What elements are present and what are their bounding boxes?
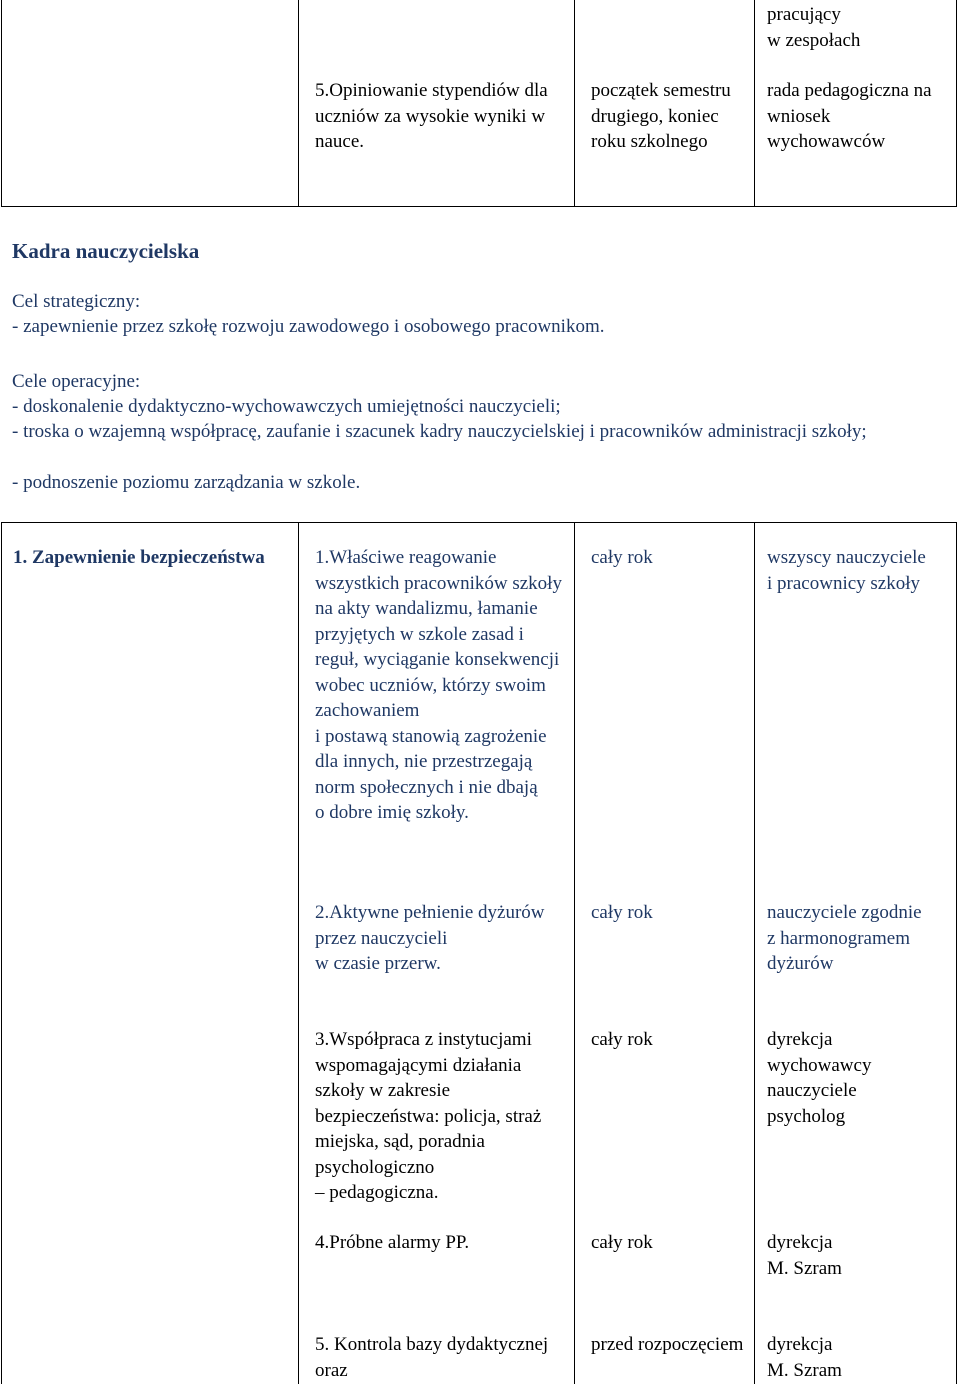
- strategic-goal-text: - zapewnienie przez szkołę rozwoju zawodowego i osobowego pracownikom.: [12, 316, 605, 337]
- term-3: cały rok: [591, 1029, 653, 1050]
- term-1: cały rok: [591, 547, 653, 568]
- area-label: 1. Zapewnienie bezpieczeństwa: [13, 547, 265, 568]
- operational-goal-item: - doskonalenie dydaktyczno-wychowawczych umiejętności nauczycieli;: [12, 396, 561, 417]
- column-divider: [298, 0, 299, 206]
- term-4: cały rok: [591, 1232, 653, 1253]
- main-table: [1, 523, 957, 1384]
- task-1: 1.Właściwe reagowanie wszystkich pracowników szkoły na akty wandalizmu, łamanie przyjętych w szkole zasad i reguł, wyciąganie konsekwencji wobec uczniów, którzy swoim zachowaniem i postawą stanowią zagrożenie dla innych, nie przestrzegają norm społecznych i nie dbają o dobre imię szkoły.: [315, 547, 562, 823]
- column-divider: [574, 523, 575, 1384]
- responsible-3: dyrekcja wychowawcy nauczyciele psycholog: [767, 1029, 872, 1127]
- column-divider: [298, 523, 299, 1384]
- task-4: 4.Próbne alarmy PP.: [315, 1232, 470, 1253]
- row5-term: początek semestru drugiego, koniec roku szkolnego: [591, 80, 731, 152]
- strategic-goal-label: Cel strategiczny:: [12, 291, 141, 312]
- prev-row-responsible: pracujący w zespołach: [767, 4, 861, 51]
- task-5: 5. Kontrola bazy dydaktycznej oraz: [315, 1334, 549, 1381]
- operational-goals-label: Cele operacyjne:: [12, 371, 141, 392]
- operational-goal-item: - podnoszenie poziomu zarządzania w szkole.: [12, 472, 361, 493]
- row5-task: 5.Opiniowanie stypendiów dla uczniów za wysokie wyniki w nauce.: [315, 80, 548, 152]
- row5-responsible: rada pedagogiczna na wniosek wychowawców: [767, 80, 932, 152]
- task-2: 2.Aktywne pełnienie dyżurów przez nauczycieli w czasie przerw.: [315, 902, 545, 974]
- operational-goal-item: - troska o wzajemną współpracę, zaufanie i szacunek kadry nauczycielskiej i pracowników administracji szkoły;: [12, 421, 867, 442]
- section-teaching-staff: [0, 207, 960, 523]
- responsible-1: wszyscy nauczyciele i pracownicy szkoły: [767, 547, 926, 594]
- top-table: [1, 0, 957, 207]
- responsible-2: nauczyciele zgodnie z harmonogramem dyżurów: [767, 902, 922, 974]
- column-divider: [574, 0, 575, 206]
- section-title: Kadra nauczycielska: [12, 239, 200, 263]
- term-2: cały rok: [591, 902, 653, 923]
- column-divider: [754, 523, 755, 1384]
- responsible-4: dyrekcja M. Szram: [767, 1232, 842, 1279]
- responsible-5: dyrekcja M. Szram: [767, 1334, 842, 1381]
- term-5: przed rozpoczęciem: [591, 1334, 744, 1355]
- column-divider: [754, 0, 755, 206]
- task-3: 3.Współpraca z instytucjami wspomagającymi działania szkoły w zakresie bezpieczeństwa: policja, straż miejska, sąd, poradnia psychologiczno – pedagogiczna.: [315, 1029, 542, 1203]
